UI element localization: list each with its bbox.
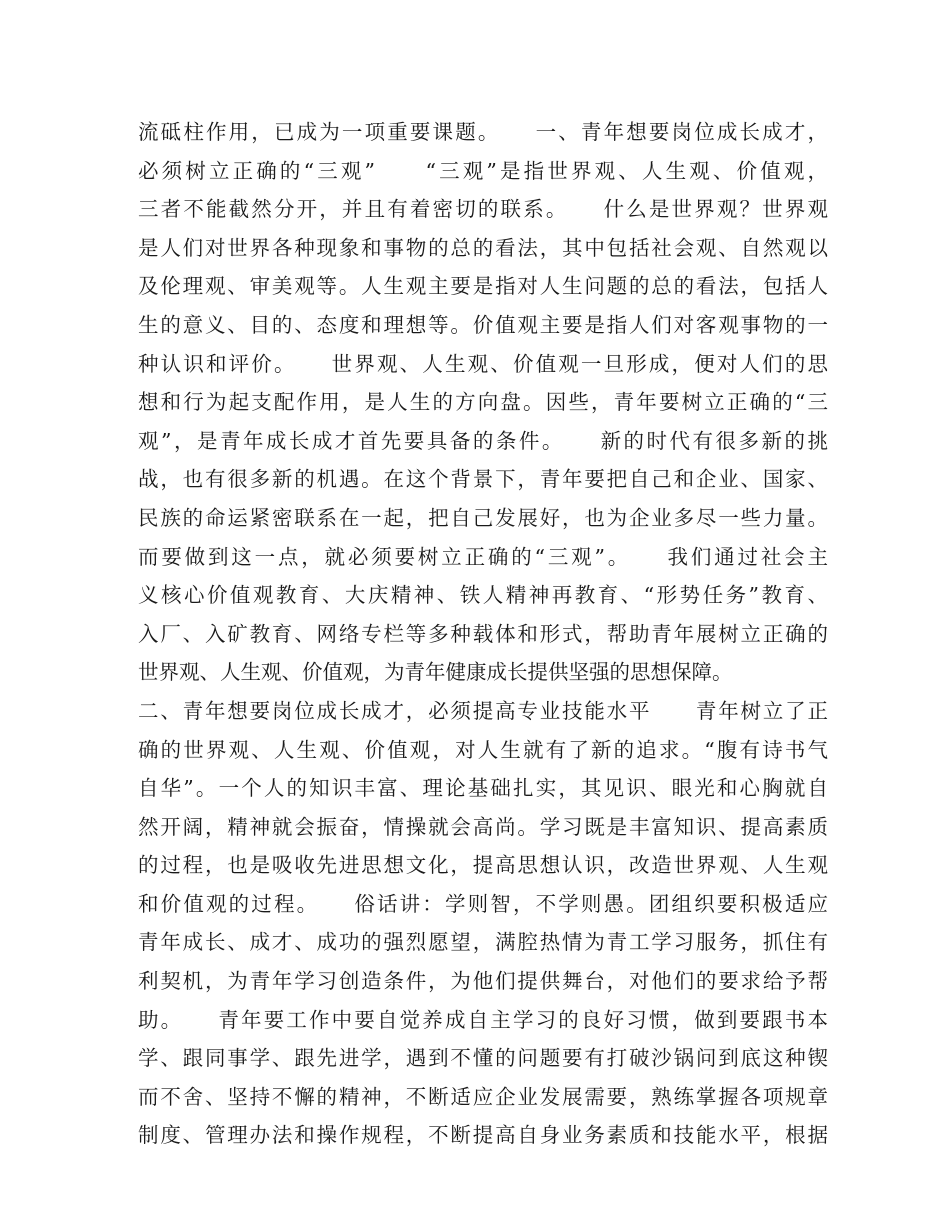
text-line: 确的世界观、人生观、价值观，对人生就有了新的追求。“腹有诗书气: [138, 737, 828, 762]
text-line: 二、青年想要岗位成长成才，必须提高专业技能水平 青年树立了正: [138, 698, 828, 723]
text-line: 入厂、入矿教育、网络专栏等多种载体和形式，帮助青年展树立正确的: [138, 621, 828, 646]
text-line: 而要做到这一点，就必须要树立正确的“三观”。 我们通过社会主: [138, 544, 828, 569]
text-line: 学、跟同事学、跟先进学，遇到不懂的问题要有打破沙锅问到底这种锲: [138, 1046, 828, 1071]
text-line: 生的意义、目的、态度和理想等。价值观主要是指人们对客观事物的一: [138, 312, 828, 337]
body-text: [138, 113, 828, 1155]
text-line: 义核心价值观教育、大庆精神、铁人精神再教育、“形势任务”教育、: [138, 583, 828, 608]
text-line: 观”，是青年成长成才首先要具备的条件。 新的时代有很多新的挑: [138, 428, 828, 453]
text-line: 青年成长、成才、成功的强烈愿望，满腔热情为青工学习服务，抓住有: [138, 930, 828, 955]
text-line: 民族的命运紧密联系在一起，把自己发展好，也为企业多尽一些力量。: [138, 505, 828, 530]
text-line: 自华”。一个人的知识丰富、理论基础扎实，其见识、眼光和心胸就自: [138, 776, 828, 801]
text-line: 必须树立正确的“三观” “三观”是指世界观、人生观、价值观，: [138, 158, 828, 183]
text-line: 的过程，也是吸收先进思想文化，提高思想认识，改造世界观、人生观: [138, 853, 828, 878]
text-line: 是人们对世界各种现象和事物的总的看法，其中包括社会观、自然观以: [138, 235, 828, 260]
text-line: 种认识和评价。 世界观、人生观、价值观一旦形成，便对人们的思: [138, 351, 828, 376]
text-line: 三者不能截然分开，并且有着密切的联系。 什么是世界观？世界观: [138, 197, 828, 222]
text-line: 战，也有很多新的机遇。在这个背景下，青年要把自己和企业、国家、: [138, 467, 828, 492]
text-line: 及伦理观、审美观等。人生观主要是指对人生问题的总的看法，包括人: [138, 274, 828, 299]
text-line: 流砥柱作用，已成为一项重要课题。 一、青年想要岗位成长成才，: [138, 120, 828, 144]
text-line: 制度、管理办法和操作规程，不断提高自身业务素质和技能水平，根据: [138, 1123, 828, 1148]
text-line: 想和行为起支配作用，是人生的方向盘。因些，青年要树立正确的“三: [138, 390, 828, 415]
text-line: 和价值观的过程。 俗话讲：学则智，不学则愚。团组织要积极适应: [138, 891, 828, 916]
text-line: 然开阔，精神就会振奋，情操就会高尚。学习既是丰富知识、提高素质: [138, 814, 828, 839]
text-line: 而不舍、坚持不懈的精神，不断适应企业发展需要，熟练掌握各项规章: [138, 1084, 828, 1109]
text-line: 利契机，为青年学习创造条件，为他们提供舞台，对他们的要求给予帮: [138, 969, 828, 994]
text-line: 助。 青年要工作中要自觉养成自主学习的良好习惯，做到要跟书本: [138, 1007, 828, 1032]
text-line: 世界观、人生观、价值观，为青年健康成长提供坚强的思想保障。: [138, 660, 733, 685]
